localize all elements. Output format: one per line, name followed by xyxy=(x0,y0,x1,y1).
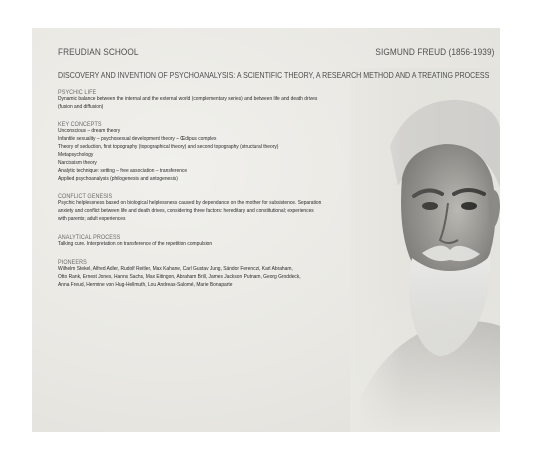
conflict-genesis-line: with parents; adult experiences xyxy=(58,216,126,222)
key-concepts-line: Theory of seduction, first topography (topographical theory) and second topography (structural theory) xyxy=(58,144,279,150)
figure-title: SIGMUND FREUD (1856-1939) xyxy=(374,47,494,58)
conflict-genesis-line: Psychic helplessness based on biological helplessness caused by dependance on the mother for subsistence. Separation xyxy=(58,200,322,206)
key-concepts-line: Analytic technique: setting – free association – transference xyxy=(58,168,188,174)
psychic-life-heading: PSYCHIC LIFE xyxy=(58,89,97,96)
key-concepts-heading: KEY CONCEPTS xyxy=(58,121,102,128)
key-concepts-line: Infantile sexuality – psychosexual development theory – Œdipus complex xyxy=(58,136,217,142)
pioneers-line: Wilhelm Stekel, Alfred Adler, Rudolf Reitler, Max Kahane, Carl Gustav Jung, Sándor Ferenczi, Karl Abraham, xyxy=(58,266,293,272)
key-concepts-line: Metapsychology xyxy=(58,152,94,158)
school-title: FREUDIAN SCHOOL xyxy=(58,47,139,58)
school-card xyxy=(32,28,500,432)
analytical-process-heading: ANALYTICAL PROCESS xyxy=(58,234,121,241)
subtitle: DISCOVERY AND INVENTION OF PSYCHOANALYSIS: A SCIENTIFIC THEORY, A RESEARCH METHOD AND A TREATING PROCESS xyxy=(58,71,490,80)
pioneers-line: Otto Rank, Ernest Jones, Hanns Sachs, Max Eitingon, Abraham Brill, James Jackson Putnam, Georg Groddeck, xyxy=(58,274,301,280)
psychic-life-line: (fusion and diffusion) xyxy=(58,104,104,110)
freud-portrait-image xyxy=(350,68,500,432)
pioneers-line: Anna Freud, Hermine von Hug-Hellmuth, Lou Andreas-Salomé, Marie Bonaparte xyxy=(58,282,233,288)
key-concepts-line: Narcissism theory xyxy=(58,160,97,166)
key-concepts-line: Applied psychoanalysis (philogenesis and antogenesis) xyxy=(58,176,178,182)
analytical-process-line: Talking cure. Interpretation on transference of the repetition compulsion xyxy=(58,241,213,247)
conflict-genesis-heading: CONFLICT GENESIS xyxy=(58,193,113,200)
key-concepts-line: Unconscious – dream theory xyxy=(58,128,121,134)
conflict-genesis-line: anxiety and conflict between life and death drives, considering three factors: hereditary and constitutional; experiences xyxy=(58,208,314,214)
psychic-life-line: Dynamic balance between the internal and the external world (complementary series) and between life and death drives xyxy=(58,96,318,102)
pioneers-heading: PIONEERS xyxy=(58,259,87,266)
